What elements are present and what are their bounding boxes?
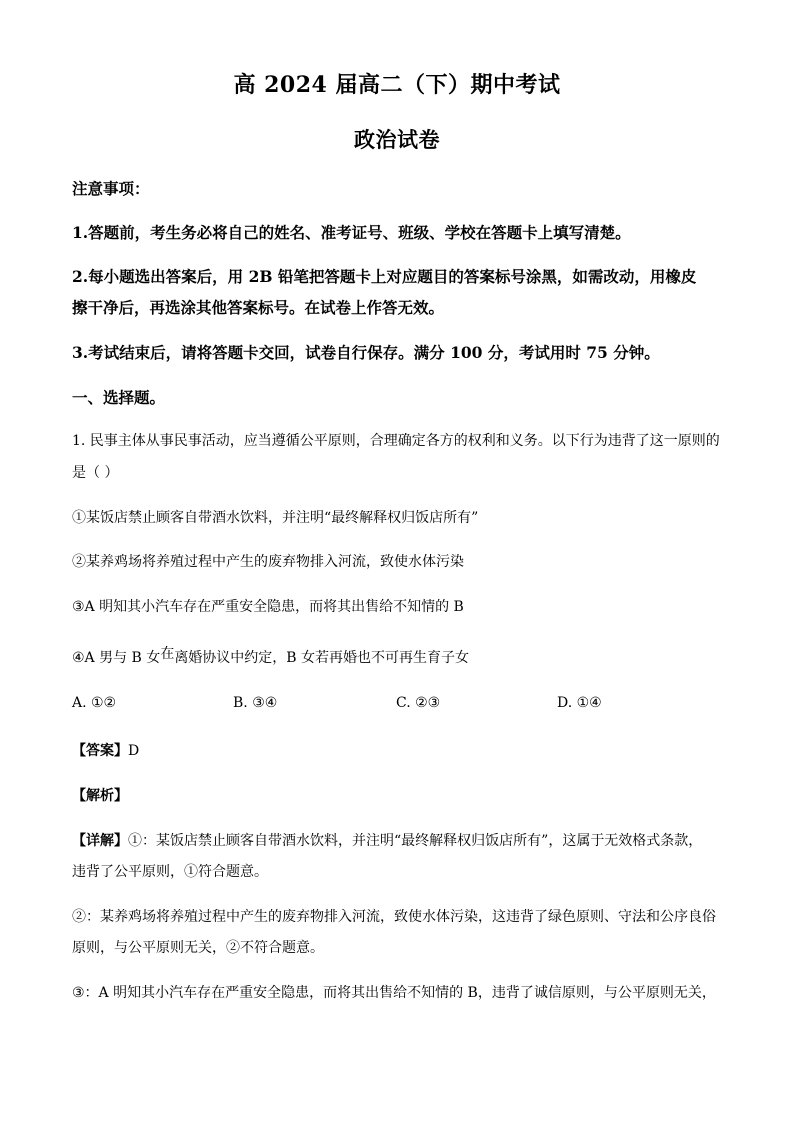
answer-tag: 【答案】: [72, 743, 128, 759]
question-item-2: ②某养鸡场将养殖过程中产生的废弃物排入河流，致使水体污染: [72, 554, 464, 570]
answer-line: [72, 740, 732, 760]
question-item-4-part-b: 在: [160, 646, 175, 662]
question-stem-line-1: 1. 民事主体从事民事活动，应当遵循公平原则，合理确定各方的权利和义务。以下行为违背了这一原则的: [72, 433, 720, 449]
question-stem-line-2: 是（ ）: [72, 465, 119, 481]
analysis-tag: 【解析】: [72, 788, 128, 804]
notice-item-3: 3.考试结束后，请将答题卡交回，试卷自行保存。满分 100 分，考试用时 75 分钟。: [72, 343, 660, 362]
detail-tag: 【详解】: [72, 833, 128, 849]
detail-1-text: ①：某饭店禁止顾客自带酒水饮料，并注明“最终解释权归饭店所有”，这属于无效格式条款，: [128, 833, 703, 849]
question-item-1: ①某饭店禁止顾客自带酒水饮料，并注明“最终解释权归饭店所有”: [72, 510, 479, 526]
question-item-4-part-c: 离婚协议中约定，B 女若再婚也不可再生育子女: [174, 650, 470, 666]
option-b: B. ③④: [233, 695, 278, 711]
detail-2-line-2: 原则，与公平原则无关，②不符合题意。: [72, 940, 324, 956]
question-item-4: [72, 647, 732, 667]
analysis-line: [72, 785, 732, 805]
notice-heading: 注意事项：: [72, 179, 150, 198]
detail-2-line-1: ②：某养鸡场将养殖过程中产生的废弃物排入河流，致使水体污染，这违背了绿色原则、守法和公序良俗: [72, 909, 716, 925]
page-title: 高 2024 届高二（下）期中考试: [233, 72, 561, 98]
notice-item-1: 1.答题前，考生务必将自己的姓名、准考证号、班级、学校在答题卡上填写清楚。: [72, 223, 631, 242]
detail-1-line-2: 违背了公平原则，①符合题意。: [72, 864, 268, 880]
detail-3-line-1: ③：A 明知其小汽车存在严重安全隐患，而将其出售给不知情的 B，违背了诚信原则，与公平原则无关，: [72, 985, 716, 1001]
option-c: C. ②③: [396, 695, 441, 711]
section-heading: 一、选择题。: [72, 388, 166, 407]
notice-item-2-line-1: 2.每小题选出答案后，用 2B 铅笔把答题卡上对应题目的答案标号涂黑，如需改动，用橡皮: [72, 267, 697, 286]
question-item-4-part-a: ④A 男与 B 女: [72, 650, 161, 666]
detail-1-line-1: [72, 830, 732, 850]
option-d: D. ①④: [557, 695, 602, 711]
question-item-3: ③A 明知其小汽车存在严重安全隐患，而将其出售给不知情的 B: [72, 599, 464, 615]
option-a: A. ①②: [72, 695, 117, 711]
answer-value: D: [128, 743, 140, 759]
notice-item-2-line-2: 擦干净后，再选涂其他答案标号。在试卷上作答无效。: [72, 298, 445, 317]
page-subtitle: 政治试卷: [354, 127, 440, 152]
